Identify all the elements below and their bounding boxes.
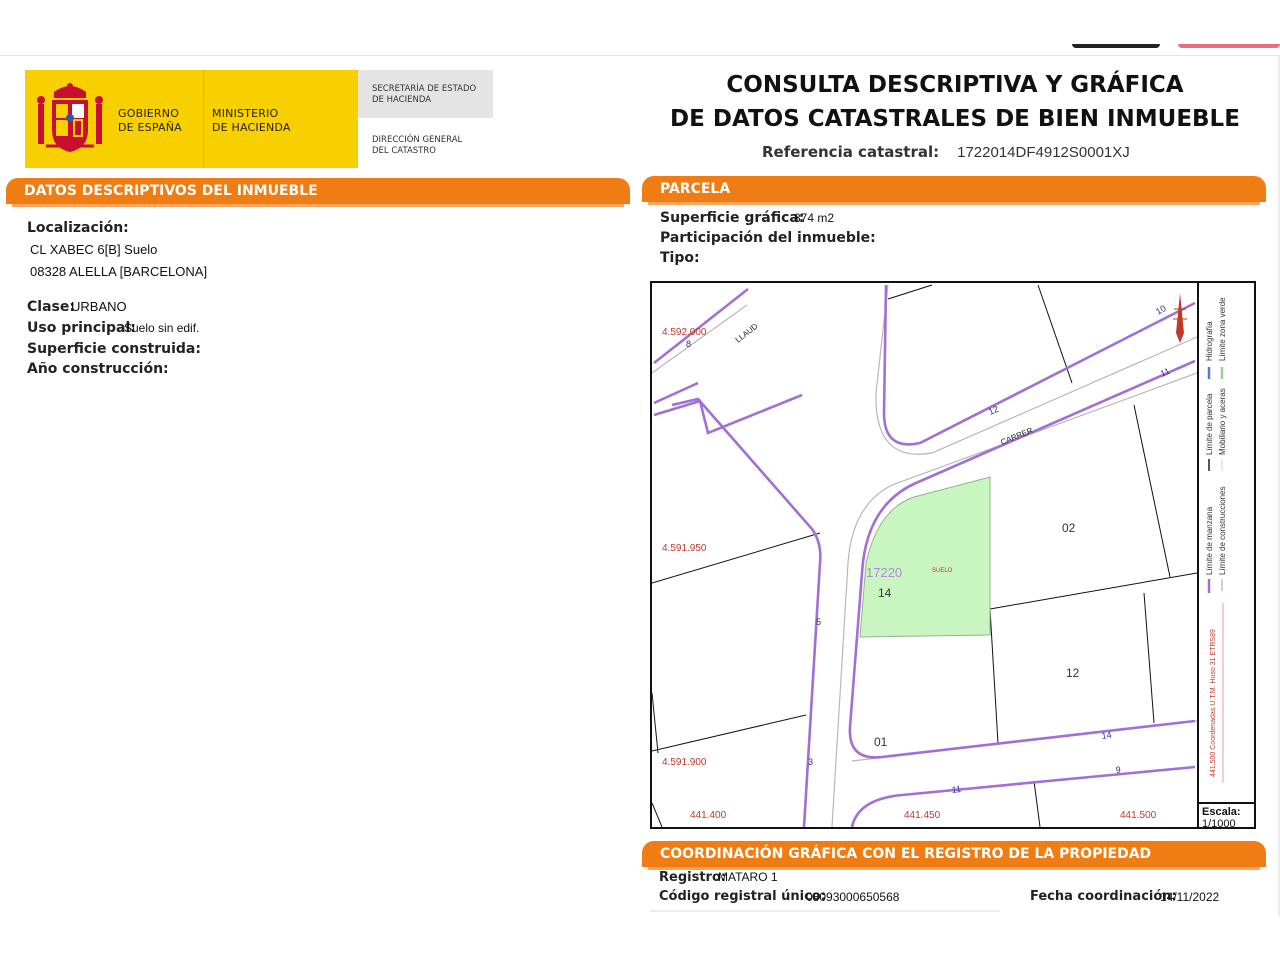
datos-descriptivos-header (6, 178, 630, 204)
parcela-header (642, 176, 1266, 202)
legend-parcela-label: Límite de parcela (1205, 393, 1214, 455)
gobierno-text: GOBIERNO DE ESPAÑA (118, 107, 182, 134)
ministerio-text: MINISTERIO DE HACIENDA (212, 107, 291, 134)
superficie-construida-label: Superficie construida: (27, 341, 201, 357)
cadastral-map-drawing[interactable] (652, 283, 1197, 827)
legend-hidrografia-label: Hidrografía (1205, 321, 1214, 361)
clase-value: URBANO (71, 299, 127, 314)
top-divider (0, 55, 1280, 56)
x-label-2: 441.450 (904, 810, 941, 821)
map-scale (1202, 806, 1241, 830)
parcel-tag: SUELO (932, 568, 953, 574)
street-carrer: CARRER (999, 425, 1035, 447)
street-number: 12 (987, 403, 1001, 417)
map-legend (1199, 283, 1255, 802)
legend-construcciones-label: Límite de construcciones (1218, 486, 1227, 575)
logo-divider (203, 70, 204, 168)
parcel-01: 01 (874, 735, 888, 749)
coordinacion-title: COORDINACIÓN GRÁFICA CON EL REGISTRO DE LA PROPIEDAD (660, 846, 1152, 862)
street-number: 3 (808, 757, 814, 767)
parcel-id: 17220 (866, 565, 903, 580)
y-label-2: 4.591.950 (662, 543, 707, 554)
legend-zona-verde-label: Límite zona verde (1218, 297, 1227, 361)
bottom-divider (650, 910, 1000, 912)
superficie-grafica-label: Superficie gráfica: (660, 210, 805, 226)
coat-of-arms-icon (34, 80, 106, 158)
browser-tab-indicator-active[interactable] (1178, 44, 1280, 48)
y-label-3: 4.591.900 (662, 757, 707, 768)
browser-tab-indicator[interactable] (1072, 44, 1160, 48)
street-number: 11 (1158, 365, 1172, 379)
parcel-02: 02 (1062, 521, 1076, 535)
street-number: 9 (1115, 764, 1122, 775)
localizacion-line1: CL XABEC 6[B] Suelo (30, 242, 158, 257)
codigo-registral-value: 08093000650568 (806, 890, 900, 904)
fecha-coordinacion-value: 14/11/2022 (1160, 890, 1220, 904)
street-number: 5 (816, 617, 822, 627)
legend-bottom-divider (1197, 802, 1256, 804)
escala-label: Escala: (1202, 806, 1241, 818)
street-llaud: LLAUD (733, 321, 760, 345)
secretaria-text: SECRETARÍA DE ESTADO DE HACIENDA (372, 84, 477, 105)
uso-label: Uso principal: (27, 320, 136, 336)
direccion-text: DIRECCIÓN GENERAL DEL CATASTRO (372, 135, 463, 156)
participacion-label: Participación del inmueble: (660, 230, 876, 246)
parcela-title: PARCELA (660, 181, 731, 197)
street-number: 8 (686, 339, 692, 349)
street-number: 10 (1154, 303, 1168, 317)
referencia-label: Referencia catastral: (762, 143, 940, 161)
page-title-line1: CONSULTA DESCRIPTIVA Y GRÁFICA (726, 72, 1184, 98)
legend-manzana-label: Límite de manzana (1205, 506, 1214, 575)
clase-label: Clase: (27, 299, 75, 315)
fecha-coordinacion-label: Fecha coordinación: (1030, 889, 1177, 904)
street-number: 14 (1100, 729, 1113, 741)
referencia-catastral (762, 143, 1130, 161)
north-arrow-icon (1173, 293, 1187, 343)
escala-value: 1/1000 (1202, 818, 1236, 830)
codigo-registral-label: Código registral único: (659, 889, 826, 904)
parcel-number: 14 (878, 586, 892, 600)
tipo-label: Tipo: (660, 250, 700, 266)
datos-descriptivos-title: DATOS DESCRIPTIVOS DEL INMUEBLE (24, 183, 318, 199)
referencia-value: 1722014DF4912S0001XJ (957, 144, 1130, 161)
legend-mobiliario-label: Mobiliario y aceras (1218, 388, 1227, 455)
coordinates-text: 441,500 Coordenadas U.T.M. Huso 31 ETRS89 (1210, 629, 1217, 777)
selected-parcel[interactable] (860, 477, 990, 637)
page-title-line2: DE DATOS CATASTRALES DE BIEN INMUEBLE (670, 106, 1240, 132)
coordinacion-header (642, 841, 1266, 867)
anio-construccion-label: Año construcción: (27, 361, 169, 377)
y-label-1: 4.592.000 (662, 327, 707, 338)
x-label-1: 441.400 (690, 810, 727, 821)
superficie-grafica-value: 874 m2 (794, 211, 835, 225)
localizacion-label: Localización: (27, 220, 129, 236)
x-label-3: 441.500 (1120, 810, 1157, 821)
registro-value: MATARO 1 (718, 870, 778, 884)
uso-value: Suelo sin edif. (124, 321, 200, 335)
street-number: 11 (951, 784, 962, 795)
localizacion-line2: 08328 ALELLA [BARCELONA] (30, 264, 208, 279)
parcel-12: 12 (1066, 666, 1080, 680)
registro-label: Registro: (659, 870, 727, 885)
